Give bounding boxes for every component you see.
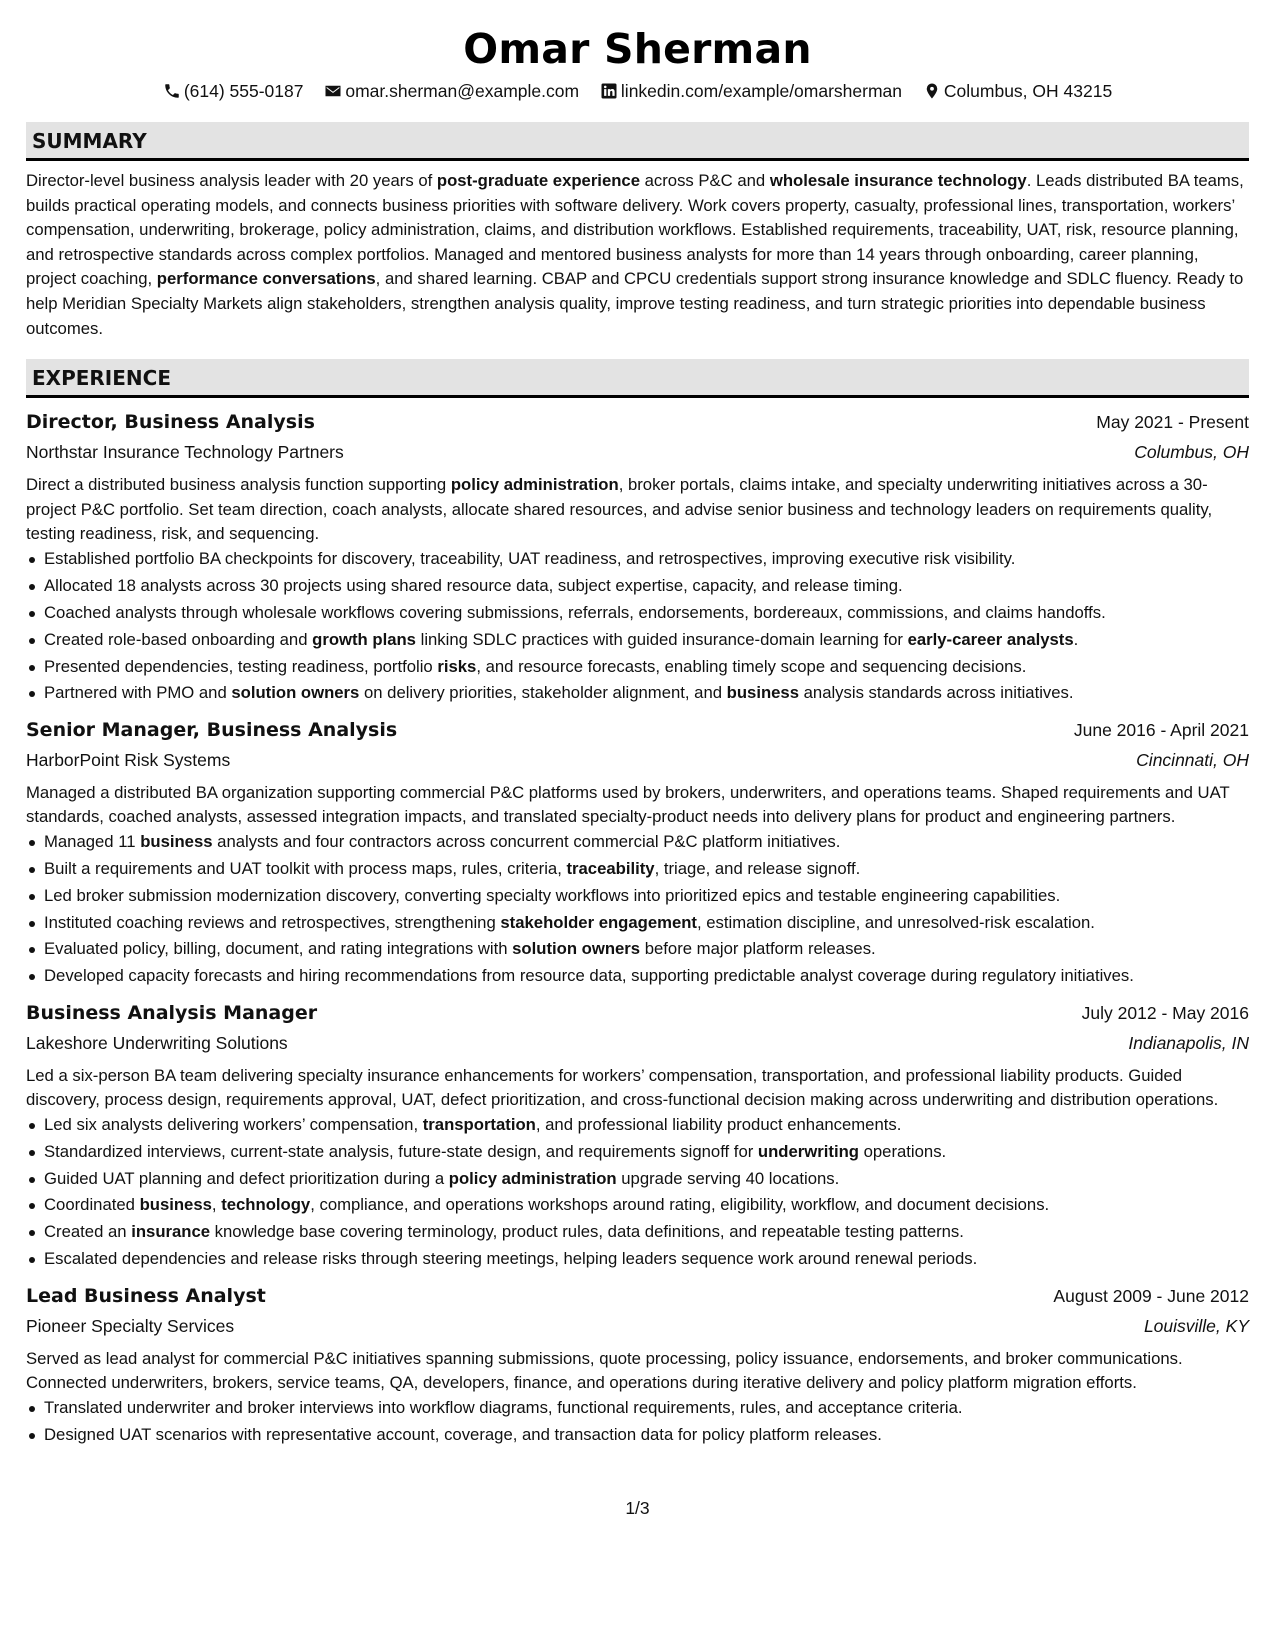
job-bullet: Created role-based onboarding and growth plans linking SDLC practices with guided insurance-domain learning for early-career analysts.: [26, 628, 1249, 652]
job-location: Louisville, KY: [1143, 1315, 1249, 1336]
job-description: Served as lead analyst for commercial P&C initiatives spanning submissions, quote processing, policy issuance, endorsements, and broker communications. Connected underwriters, brokers, service teams, QA, developers, finance, and operations during iterative delivery and policy platform migration efforts.: [26, 1348, 1183, 1393]
job-title: Lead Business Analyst: [26, 1284, 266, 1307]
job-description: Led a six-person BA team delivering specialty insurance enhancements for workers’ compensation, transportation, and professional liability products. Guided discovery, process design, requirements approval, UAT, defect prioritization, and cross-functional decision making across underwriting and distribution operations.: [26, 1065, 1219, 1110]
job-dates: May 2021 - Present: [1096, 412, 1249, 433]
job-bullet: Established portfolio BA checkpoints for discovery, traceability, UAT readiness, and retrospectives, improving executive risk visibility.: [26, 547, 1249, 571]
job-entry: [26, 998, 1249, 1272]
summary-heading: SUMMARY: [26, 122, 1249, 161]
job-dates: June 2016 - April 2021: [1073, 719, 1249, 740]
job-bullet: Created an insurance knowledge base covering terminology, product rules, data definitions, and repeatable testing patterns.: [26, 1220, 1249, 1244]
job-bullet: Standardized interviews, current-state analysis, future-state design, and requirements signoff for underwriting operations.: [26, 1140, 1249, 1164]
job-bullet: Coached analysts through wholesale workflows covering submissions, referrals, endorsements, bordereaux, commissions, and claims handoffs.: [26, 601, 1249, 625]
job-header-row: [26, 715, 1249, 745]
phone-text: (614) 555-0187: [183, 81, 304, 101]
location-text: Columbus, OH 43215: [943, 81, 1113, 101]
job-company-row: [26, 1311, 1249, 1342]
linkedin-icon: [600, 82, 618, 100]
job-dates: August 2009 - June 2012: [1053, 1285, 1249, 1306]
envelope-icon: [324, 82, 342, 100]
job-company: Northstar Insurance Technology Partners: [26, 442, 344, 463]
job-company: Pioneer Specialty Services: [26, 1315, 235, 1336]
job-bullets: [26, 1396, 1249, 1447]
job-bullet: Escalated dependencies and release risks through steering meetings, helping leaders sequence work around renewal periods.: [26, 1247, 1249, 1271]
resume-page: [26, 0, 1249, 1450]
job-title: Director, Business Analysis: [26, 411, 315, 434]
job-bullet: Allocated 18 analysts across 30 projects using shared resource data, subject expertise, capacity, and release timing.: [26, 574, 1249, 598]
job-company-row: [26, 745, 1249, 776]
job-bullet: Built a requirements and UAT toolkit with process maps, rules, criteria, traceability, triage, and release signoff.: [26, 857, 1249, 881]
job-title: Senior Manager, Business Analysis: [26, 718, 398, 741]
email-text: omar.sherman@example.com: [345, 81, 580, 101]
experience-list: [26, 407, 1249, 1447]
job-bullets: [26, 830, 1249, 989]
job-location: Indianapolis, IN: [1128, 1032, 1249, 1053]
job-entry: [26, 407, 1249, 706]
job-entry: [26, 715, 1249, 989]
job-bullet: Managed 11 business analysts and four contractors across concurrent commercial P&C platform initiatives.: [26, 830, 1249, 854]
job-bullets: [26, 1113, 1249, 1272]
job-entry: [26, 1281, 1249, 1447]
page-number: 1/3: [625, 1498, 650, 1518]
job-bullet: Designed UAT scenarios with representative account, coverage, and transaction data for policy platform releases.: [26, 1423, 1249, 1447]
contact-location: [923, 80, 1112, 102]
job-description: Direct a distributed business analysis function supporting policy administration, broker portals, claims intake, and specialty underwriting initiatives across a 30-project P&C portfolio. Set team direction, coach analysts, allocate shared resources, and advise senior business and technology leaders on requirements quality, testing readiness, risk, and sequencing.: [26, 475, 1213, 544]
job-company: Lakeshore Underwriting Solutions: [26, 1032, 288, 1053]
candidate-name: Omar Sherman: [463, 25, 812, 73]
job-bullet: Translated underwriter and broker interviews into workflow diagrams, functional requirements, rules, and acceptance criteria.: [26, 1396, 1249, 1420]
job-description: Managed a distributed BA organization supporting commercial P&C platforms used by brokers, underwriters, and operations teams. Shaped requirements and UAT standards, coached analysts, assessed integration impacts, and translated specialty-product needs into delivery plans for product and engineering partners.: [26, 782, 1230, 827]
job-bullet: Instituted coaching reviews and retrospectives, strengthening stakeholder engagement, estimation discipline, and unresolved-risk escalation.: [26, 911, 1249, 935]
job-bullet: Guided UAT planning and defect prioritization during a policy administration upgrade serving 40 locations.: [26, 1167, 1249, 1191]
job-bullet: Evaluated policy, billing, document, and rating integrations with solution owners before major platform releases.: [26, 937, 1249, 961]
job-title: Business Analysis Manager: [26, 1001, 318, 1024]
contact-bar: [26, 80, 1249, 102]
job-bullets: [26, 547, 1249, 706]
job-company-row: [26, 1028, 1249, 1059]
map-pin-icon: [923, 82, 941, 100]
experience-heading: EXPERIENCE: [26, 359, 1249, 398]
job-dates: July 2012 - May 2016: [1081, 1002, 1249, 1023]
linkedin-text: linkedin.com/example/omarsherman: [620, 81, 903, 101]
summary-text: Director-level business analysis leader with 20 years of post-graduate experience across P&C and wholesale insurance technology. Leads distributed BA teams, builds practical operating models, and connects business priorities with software delivery. Work covers property, casualty, professional lines, transportation, workers’ compensation, underwriting, brokerage, policy administration, claims, and distribution workflows. Established requirements, traceability, UAT, risk, resource planning, and retrospective standards across complex portfolios. Managed and mentored business analysts for more than 14 years through onboarding, career planning, project coaching, performance conversations, and shared learning. CBAP and CPCU credentials support strong insurance knowledge and SDLC fluency. Ready to help Meridian Specialty Markets align stakeholders, strengthen analysis quality, improve testing readiness, and turn strategic priorities into dependable business outcomes.: [26, 171, 1244, 338]
contact-phone[interactable]: [163, 80, 304, 102]
job-bullet: Developed capacity forecasts and hiring recommendations from resource data, supporting predictable analyst coverage during regulatory initiatives.: [26, 964, 1249, 988]
job-bullet: Coordinated business, technology, compliance, and operations workshops around rating, eligibility, workflow, and document decisions.: [26, 1193, 1249, 1217]
job-header-row: [26, 407, 1249, 437]
phone-icon: [163, 82, 181, 100]
contact-email[interactable]: [324, 80, 579, 102]
job-company: HarborPoint Risk Systems: [26, 749, 231, 770]
job-bullet: Partnered with PMO and solution owners on delivery priorities, stakeholder alignment, and business analysis standards across initiatives.: [26, 681, 1249, 705]
job-location: Cincinnati, OH: [1136, 749, 1249, 770]
job-header-row: [26, 1281, 1249, 1311]
job-bullet: Presented dependencies, testing readiness, portfolio risks, and resource forecasts, enabling timely scope and sequencing decisions.: [26, 655, 1249, 679]
job-location: Columbus, OH: [1134, 442, 1249, 463]
job-bullet: Led six analysts delivering workers’ compensation, transportation, and professional liability product enhancements.: [26, 1113, 1249, 1137]
contact-linkedin[interactable]: [600, 80, 902, 102]
job-header-row: [26, 998, 1249, 1028]
job-company-row: [26, 437, 1249, 468]
job-bullet: Led broker submission modernization discovery, converting specialty workflows into prioritized epics and testable engineering capabilities.: [26, 884, 1249, 908]
